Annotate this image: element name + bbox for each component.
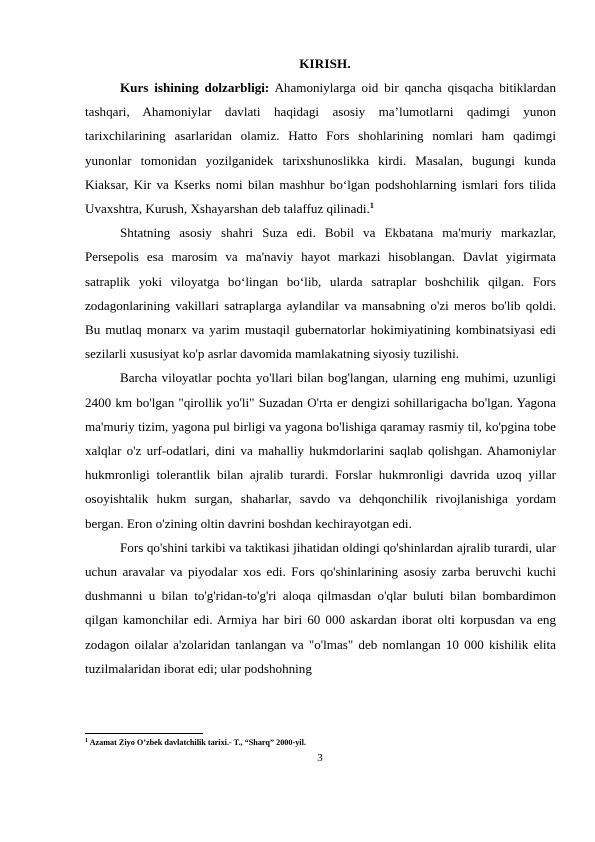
- page-number: 3: [317, 752, 323, 764]
- paragraph-1: [85, 76, 556, 221]
- paragraph-text: Barcha viloyatlar pochta yo'llari bilan bog'langan, ularning eng muhimi, uzunligi 2400 km bo'lgan "qirollik yo'li" Suzadan O'rta er dengizi sohillarigacha bo'lgan. Yagona ma'muriy tizim, yagona pul birligi va yagona bo'lishiga qaramay rasmiy til, ko'pgina tobe xalqlar o'z urf-odatlari, dini va mahalliy hukmdorlarini saqlab qolishgan. Ahamoniylar hukmronligi tolerantlik bilan ajralib turardi. Forslar hukmronligi davrida uzoq yillar osoyishtalik hukm surgan, shaharlar, savdo va dehqonchilik rivojlanishiga yordam bergan. Eron o'zining oltin davrini boshdan kechirayotgan edi.: [85, 370, 556, 531]
- paragraph-text: Ahamoniylarga oid bir qancha qisqacha bitiklardan tashqari, Ahamoniylar davlati haqidagi asosiy ma’lumotlarni qadimgi yunon tarixchilarining asarlaridan olamiz. Hatto Fors shohlarining nomlari ham qadimgi yunonlar tomonidan yozilganidek tarixshunoslikka kirdi. Masalan, bugungi kunda Kiaksar, Kir va Kserks nomi bilan mashhur bo‘lgan podshohlarning ismlari fors tilida Uvaxshtra, Kurush, Xshayarshan deb talaffuz qilinadi.: [85, 80, 556, 217]
- paragraph-lead: Kurs ishining dolzarbligi:: [120, 80, 270, 95]
- paragraph-text: Fors qo'shini tarkibi va taktikasi jihatidan oldingi qo'shinlardan ajralib turardi, ular uchun aravalar va piyodalar xos edi. Fors qo'shinlarining asosiy zarba beruvchi kuchi dushmanni u bilan to'g'ridan-to'g'ri aloqa qilmasdan o'qlar buluti bilan bombardimon qilgan kamonchilar edi. Armiya har biri 60 000 askardan iborat olti korpusdan va eng zodagon oilalar a'zolaridan tanlangan va "o'lmas" deb nomlangan 10 000 kishilik elita tuzilmalaridan iborat edi; ular podshohning: [85, 539, 556, 676]
- body-text: [85, 76, 556, 681]
- footnote-number: 1: [85, 738, 88, 744]
- paragraph-2: [85, 221, 556, 366]
- paragraph-4: [85, 536, 556, 681]
- footnote-reference[interactable]: 1: [369, 201, 374, 211]
- footnote: [85, 738, 306, 747]
- footnote-text: Azamat Ziyo O’zbek davlatchilik tarixi.- T., “Sharq” 2000-yil.: [88, 738, 306, 747]
- footnote-divider: [85, 733, 203, 734]
- paragraph-3: [85, 366, 556, 535]
- paragraph-text: Shtatning asosiy shahri Suza edi. Bobil va Ekbatana ma'muriy markazlar, Persepolis esa marosim va ma'naviy hayot markazi hisoblangan. Davlat yigirmata satraplik yoki viloyatga bo‘lingan bo‘lib, ularda satraplar boshchilik qilgan. Fors zodagonlarining vakillari satraplarga aylandilar va mansabning o'zi meros bo'lib qoldi. Bu mutlaq monarx va yarim mustaqil gubernatorlar hokimiyatining kombinatsiyasi edi sezilarli xususiyat ko'p asrlar davomida mamlakatning siyosiy tuzilishi.: [85, 225, 556, 362]
- section-heading: KIRISH.: [299, 56, 351, 71]
